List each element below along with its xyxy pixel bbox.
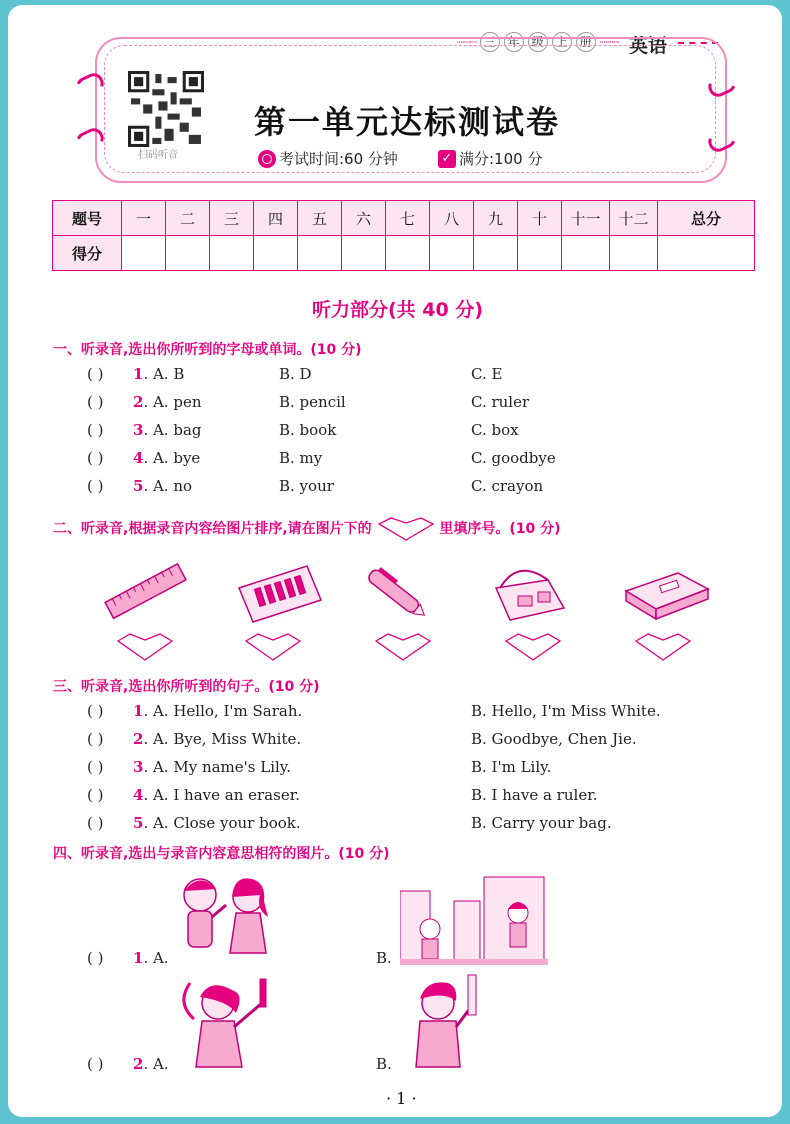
question-title-part: 二、听录音,根据录音内容给图片排序,请在图片下的	[53, 521, 372, 537]
table-header: 总分	[658, 201, 755, 236]
table-cell: 六	[342, 201, 386, 236]
score-row	[53, 236, 755, 271]
full-score	[438, 148, 542, 169]
option-a: . A.	[143, 949, 169, 967]
score-cell[interactable]	[342, 236, 386, 271]
score-table	[52, 200, 755, 271]
full-score-label: 满分:100 分	[459, 150, 543, 168]
grade-char: 册	[576, 32, 596, 52]
table-cell: 九	[474, 201, 518, 236]
option-a: . A. I have an eraser.	[143, 786, 300, 804]
score-cell[interactable]	[610, 236, 658, 271]
option-c: C. ruler	[471, 393, 530, 411]
option-c: C. crayon	[471, 477, 544, 495]
answer-blank[interactable]: ( )	[87, 1055, 104, 1073]
answer-blank[interactable]: ( )	[87, 702, 104, 720]
two-kids-greeting-picture	[168, 867, 278, 967]
worksheet-page	[8, 5, 782, 1117]
score-cell[interactable]	[474, 236, 518, 271]
heart-answer-box-icon[interactable]	[374, 632, 432, 662]
option-b: B. my	[279, 449, 323, 467]
exam-time	[258, 148, 398, 169]
score-cell[interactable]	[386, 236, 430, 271]
exam-time-label: 考试时间:60 分钟	[279, 150, 398, 168]
table-cell: 十	[518, 201, 562, 236]
qr-caption: 扫码听音	[138, 150, 178, 161]
ruler-picture	[103, 557, 189, 627]
option-a: . A. B	[143, 365, 185, 383]
heart-answer-box-icon[interactable]	[634, 632, 692, 662]
question-title-part: 里填序号。(10 分)	[439, 521, 561, 537]
option-a: . A.	[143, 1055, 169, 1073]
bag-picture	[488, 558, 570, 628]
option-a: . A. bye	[143, 449, 201, 467]
score-cell[interactable]	[122, 236, 166, 271]
option-a: . A. pen	[143, 393, 202, 411]
page-number: · 1 ·	[386, 1089, 417, 1108]
option-b: B. D	[279, 365, 312, 383]
boy-with-ruler-picture	[398, 973, 498, 1073]
table-cell: 四	[254, 201, 298, 236]
grade-char: 级	[528, 32, 548, 52]
option-a: . A. Close your book.	[143, 814, 301, 832]
answer-blank[interactable]: ( )	[87, 949, 104, 967]
question-number: 4	[133, 786, 144, 804]
answer-blank[interactable]: ( )	[87, 365, 104, 383]
crayons-picture	[233, 560, 325, 628]
score-cell[interactable]	[298, 236, 342, 271]
answer-blank[interactable]: ( )	[87, 421, 104, 439]
question-number-row	[53, 201, 755, 236]
answer-blank[interactable]: ( )	[87, 477, 104, 495]
answer-blank[interactable]: ( )	[87, 758, 104, 776]
option-a: . A. Bye, Miss White.	[143, 730, 302, 748]
table-cell: 一	[122, 201, 166, 236]
checkmark-icon: ✓	[438, 150, 456, 168]
answer-blank[interactable]: ( )	[87, 449, 104, 467]
table-cell: 五	[298, 201, 342, 236]
table-cell: 八	[430, 201, 474, 236]
girl-with-pencil-picture	[170, 973, 280, 1073]
school-scene-picture	[400, 871, 548, 967]
option-a: . A. My name's Lily.	[143, 758, 292, 776]
heart-answer-box-icon[interactable]	[244, 632, 302, 662]
option-b: B.	[376, 949, 392, 967]
question-number: 2	[133, 1055, 144, 1073]
question-number: 3	[133, 421, 144, 439]
question-title: 四、听录音,选出与录音内容意思相符的图片。(10 分)	[53, 846, 390, 862]
question-title	[53, 516, 561, 542]
heart-answer-box-icon[interactable]	[504, 632, 562, 662]
option-b: B. I have a ruler.	[471, 786, 598, 804]
question-number: 4	[133, 449, 144, 467]
option-b: B. Goodbye, Chen Jie.	[471, 730, 637, 748]
option-a: . A. Hello, I'm Sarah.	[143, 702, 303, 720]
grade-char: 三	[480, 32, 500, 52]
clock-icon	[258, 150, 276, 168]
option-a: . A. bag	[143, 421, 202, 439]
page-title: 第一单元达标测试卷	[254, 103, 561, 141]
option-c: C. box	[471, 421, 519, 439]
total-score-cell[interactable]	[658, 236, 755, 271]
score-cell[interactable]	[562, 236, 610, 271]
option-b: B. Hello, I'm Miss White.	[471, 702, 661, 720]
answer-blank[interactable]: ( )	[87, 814, 104, 832]
option-c: C. goodbye	[471, 449, 556, 467]
option-b: B. your	[279, 477, 334, 495]
table-header: 得分	[53, 236, 122, 271]
qr-code-icon[interactable]	[128, 71, 204, 147]
question-number: 2	[133, 730, 144, 748]
question-number: 5	[133, 814, 144, 832]
score-cell[interactable]	[254, 236, 298, 271]
option-b: B.	[376, 1055, 392, 1073]
question-number: 1	[133, 702, 144, 720]
option-b: B. pencil	[279, 393, 346, 411]
grade-bar: ┈┈┈ 三 年 级 上 册 ┈┈┈	[457, 32, 618, 52]
option-b: B. I'm Lily.	[471, 758, 552, 776]
question-number: 1	[133, 365, 144, 383]
table-header: 题号	[53, 201, 122, 236]
option-c: C. E	[471, 365, 503, 383]
question-number: 5	[133, 477, 144, 495]
score-cell[interactable]	[430, 236, 474, 271]
subject-label: 英语	[629, 35, 668, 57]
score-cell[interactable]	[166, 236, 210, 271]
question-title: 一、听录音,选出你所听到的字母或单词。(10 分)	[53, 342, 362, 358]
question-number: 3	[133, 758, 144, 776]
heart-answer-box-icon	[377, 516, 435, 542]
question-title: 三、听录音,选出你所听到的句子。(10 分)	[53, 679, 320, 695]
pencil-box-picture	[620, 563, 712, 623]
grade-char: 年	[504, 32, 524, 52]
answer-blank[interactable]: ( )	[87, 393, 104, 411]
section-title: 听力部分(共 40 分)	[312, 299, 484, 321]
table-cell: 七	[386, 201, 430, 236]
score-cell[interactable]	[210, 236, 254, 271]
heart-answer-box-icon[interactable]	[116, 632, 174, 662]
question-number: 1	[133, 949, 144, 967]
option-b: B. Carry your bag.	[471, 814, 612, 832]
table-cell: 十二	[610, 201, 658, 236]
table-cell: 三	[210, 201, 254, 236]
option-a: . A. no	[143, 477, 193, 495]
grade-char: 上	[552, 32, 572, 52]
answer-blank[interactable]: ( )	[87, 786, 104, 804]
answer-blank[interactable]: ( )	[87, 730, 104, 748]
table-cell: 十一	[562, 201, 610, 236]
pen-picture	[356, 558, 436, 628]
option-b: B. book	[279, 421, 337, 439]
score-cell[interactable]	[518, 236, 562, 271]
question-number: 2	[133, 393, 144, 411]
table-cell: 二	[166, 201, 210, 236]
